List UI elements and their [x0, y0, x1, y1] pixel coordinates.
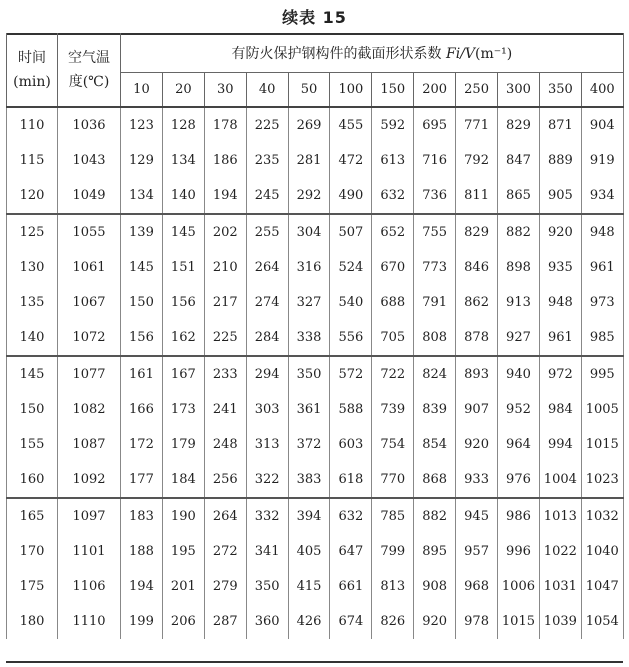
factor-unit: (m⁻¹) — [475, 45, 513, 62]
value-cell: 360 — [246, 604, 288, 639]
time-cell: 175 — [7, 569, 58, 604]
temp-cell: 1106 — [58, 569, 121, 604]
value-cell: 287 — [204, 604, 246, 639]
value-cell: 178 — [204, 107, 246, 143]
value-cell: 972 — [539, 356, 581, 392]
factor-value-header: 20 — [162, 73, 204, 108]
value-cell: 166 — [121, 392, 163, 427]
value-cell: 338 — [288, 320, 330, 356]
value-cell: 210 — [204, 250, 246, 285]
value-cell: 754 — [372, 427, 414, 462]
value-cell: 201 — [162, 569, 204, 604]
value-cell: 722 — [372, 356, 414, 392]
value-cell: 269 — [288, 107, 330, 143]
value-cell: 190 — [162, 498, 204, 534]
value-cell: 829 — [498, 107, 540, 143]
value-cell: 248 — [204, 427, 246, 462]
value-cell: 898 — [498, 250, 540, 285]
table-row — [7, 569, 624, 604]
value-cell: 186 — [204, 143, 246, 178]
value-cell: 372 — [288, 427, 330, 462]
value-cell: 785 — [372, 498, 414, 534]
value-cell: 799 — [372, 534, 414, 569]
value-cell: 907 — [456, 392, 498, 427]
value-cell: 882 — [414, 498, 456, 534]
time-unit: (min) — [13, 73, 51, 90]
value-cell: 162 — [162, 320, 204, 356]
table-row — [7, 392, 624, 427]
value-cell: 194 — [204, 178, 246, 214]
value-cell: 264 — [204, 498, 246, 534]
value-cell: 927 — [498, 320, 540, 356]
value-cell: 202 — [204, 214, 246, 250]
value-cell: 824 — [414, 356, 456, 392]
value-cell: 292 — [288, 178, 330, 214]
value-cell: 556 — [330, 320, 372, 356]
value-cell: 281 — [288, 143, 330, 178]
value-cell: 524 — [330, 250, 372, 285]
value-cell: 151 — [162, 250, 204, 285]
value-cell: 383 — [288, 462, 330, 498]
value-cell: 1023 — [581, 462, 623, 498]
value-cell: 603 — [330, 427, 372, 462]
value-cell: 572 — [330, 356, 372, 392]
value-cell: 183 — [121, 498, 163, 534]
value-cell: 179 — [162, 427, 204, 462]
value-cell: 1054 — [581, 604, 623, 639]
value-cell: 661 — [330, 569, 372, 604]
value-cell: 847 — [498, 143, 540, 178]
value-cell: 134 — [121, 178, 163, 214]
value-cell: 490 — [330, 178, 372, 214]
value-cell: 217 — [204, 285, 246, 320]
temp-cell: 1110 — [58, 604, 121, 639]
value-cell: 540 — [330, 285, 372, 320]
value-cell: 995 — [581, 356, 623, 392]
value-cell: 161 — [121, 356, 163, 392]
value-cell: 1006 — [498, 569, 540, 604]
time-cell: 145 — [7, 356, 58, 392]
value-cell: 361 — [288, 392, 330, 427]
value-cell: 632 — [330, 498, 372, 534]
value-cell: 316 — [288, 250, 330, 285]
value-cell: 145 — [121, 250, 163, 285]
value-cell: 948 — [581, 214, 623, 250]
value-cell: 394 — [288, 498, 330, 534]
value-cell: 919 — [581, 143, 623, 178]
value-cell: 1022 — [539, 534, 581, 569]
value-cell: 172 — [121, 427, 163, 462]
value-cell: 350 — [246, 569, 288, 604]
value-cell: 255 — [246, 214, 288, 250]
value-cell: 195 — [162, 534, 204, 569]
time-cell: 160 — [7, 462, 58, 498]
value-cell: 167 — [162, 356, 204, 392]
value-cell: 961 — [581, 250, 623, 285]
table-row — [7, 285, 624, 320]
value-cell: 1015 — [581, 427, 623, 462]
value-cell: 889 — [539, 143, 581, 178]
factor-value-header: 10 — [121, 73, 163, 108]
value-cell: 235 — [246, 143, 288, 178]
value-cell: 716 — [414, 143, 456, 178]
table-row — [7, 320, 624, 356]
value-cell: 670 — [372, 250, 414, 285]
value-cell: 948 — [539, 285, 581, 320]
value-cell: 241 — [204, 392, 246, 427]
table-row — [7, 107, 624, 143]
value-cell: 1040 — [581, 534, 623, 569]
table-row — [7, 250, 624, 285]
value-cell: 862 — [456, 285, 498, 320]
time-cell: 115 — [7, 143, 58, 178]
value-cell: 829 — [456, 214, 498, 250]
temp-cell: 1092 — [58, 462, 121, 498]
value-cell: 705 — [372, 320, 414, 356]
temp-label: 空气温 — [68, 49, 110, 66]
value-cell: 145 — [162, 214, 204, 250]
time-cell: 120 — [7, 178, 58, 214]
factor-value-header: 100 — [330, 73, 372, 108]
value-cell: 905 — [539, 178, 581, 214]
value-cell: 893 — [456, 356, 498, 392]
value-cell: 973 — [581, 285, 623, 320]
factor-value-header: 150 — [372, 73, 414, 108]
value-cell: 128 — [162, 107, 204, 143]
value-cell: 245 — [246, 178, 288, 214]
value-cell: 304 — [288, 214, 330, 250]
value-cell: 206 — [162, 604, 204, 639]
value-cell: 233 — [204, 356, 246, 392]
time-label: 时间 — [18, 49, 46, 66]
value-cell: 156 — [162, 285, 204, 320]
time-cell: 155 — [7, 427, 58, 462]
value-cell: 695 — [414, 107, 456, 143]
value-cell: 770 — [372, 462, 414, 498]
table-title: 续表 15 — [282, 8, 347, 27]
table-row — [7, 604, 624, 639]
value-cell: 455 — [330, 107, 372, 143]
temp-cell: 1049 — [58, 178, 121, 214]
value-cell: 1047 — [581, 569, 623, 604]
value-cell: 984 — [539, 392, 581, 427]
value-cell: 274 — [246, 285, 288, 320]
value-cell: 294 — [246, 356, 288, 392]
factor-value-header: 200 — [414, 73, 456, 108]
value-cell: 934 — [581, 178, 623, 214]
table-row — [7, 214, 624, 250]
value-cell: 1013 — [539, 498, 581, 534]
value-cell: 279 — [204, 569, 246, 604]
steel-temperature-table — [6, 33, 624, 639]
value-cell: 945 — [456, 498, 498, 534]
value-cell: 771 — [456, 107, 498, 143]
factor-label: 有防火保护钢构件的截面形状系数 — [231, 45, 442, 62]
value-cell: 878 — [456, 320, 498, 356]
temp-cell: 1101 — [58, 534, 121, 569]
table-row — [7, 498, 624, 534]
value-cell: 688 — [372, 285, 414, 320]
value-cell: 225 — [204, 320, 246, 356]
value-cell: 618 — [330, 462, 372, 498]
time-cell: 150 — [7, 392, 58, 427]
value-cell: 139 — [121, 214, 163, 250]
time-cell: 180 — [7, 604, 58, 639]
temp-cell: 1097 — [58, 498, 121, 534]
value-cell: 920 — [539, 214, 581, 250]
table-row — [7, 143, 624, 178]
value-cell: 674 — [330, 604, 372, 639]
factor-value-header: 40 — [246, 73, 288, 108]
factor-value-header: 400 — [581, 73, 623, 108]
value-cell: 976 — [498, 462, 540, 498]
value-cell: 882 — [498, 214, 540, 250]
value-cell: 613 — [372, 143, 414, 178]
value-cell: 322 — [246, 462, 288, 498]
value-cell: 996 — [498, 534, 540, 569]
temp-cell: 1072 — [58, 320, 121, 356]
value-cell: 913 — [498, 285, 540, 320]
value-cell: 341 — [246, 534, 288, 569]
table-row — [7, 356, 624, 392]
value-cell: 792 — [456, 143, 498, 178]
time-cell: 110 — [7, 107, 58, 143]
value-cell: 895 — [414, 534, 456, 569]
value-cell: 350 — [288, 356, 330, 392]
value-cell: 256 — [204, 462, 246, 498]
factor-value-header: 50 — [288, 73, 330, 108]
value-cell: 1039 — [539, 604, 581, 639]
time-cell: 125 — [7, 214, 58, 250]
value-cell: 405 — [288, 534, 330, 569]
value-cell: 647 — [330, 534, 372, 569]
time-cell: 135 — [7, 285, 58, 320]
value-cell: 940 — [498, 356, 540, 392]
value-cell: 985 — [581, 320, 623, 356]
value-cell: 964 — [498, 427, 540, 462]
value-cell: 194 — [121, 569, 163, 604]
value-cell: 426 — [288, 604, 330, 639]
value-cell: 826 — [372, 604, 414, 639]
value-cell: 1031 — [539, 569, 581, 604]
value-cell: 588 — [330, 392, 372, 427]
value-cell: 968 — [456, 569, 498, 604]
value-cell: 957 — [456, 534, 498, 569]
value-cell: 313 — [246, 427, 288, 462]
value-cell: 303 — [246, 392, 288, 427]
value-cell: 854 — [414, 427, 456, 462]
table-row — [7, 462, 624, 498]
value-cell: 808 — [414, 320, 456, 356]
value-cell: 871 — [539, 107, 581, 143]
temp-cell: 1087 — [58, 427, 121, 462]
value-cell: 652 — [372, 214, 414, 250]
value-cell: 908 — [414, 569, 456, 604]
value-cell: 755 — [414, 214, 456, 250]
temp-cell: 1077 — [58, 356, 121, 392]
value-cell: 986 — [498, 498, 540, 534]
value-cell: 952 — [498, 392, 540, 427]
value-cell: 920 — [456, 427, 498, 462]
factor-value-header: 250 — [456, 73, 498, 108]
temp-cell: 1082 — [58, 392, 121, 427]
value-cell: 184 — [162, 462, 204, 498]
temp-header — [58, 33, 121, 107]
time-cell: 170 — [7, 534, 58, 569]
value-cell: 839 — [414, 392, 456, 427]
value-cell: 150 — [121, 285, 163, 320]
value-cell: 1004 — [539, 462, 581, 498]
table-row — [7, 534, 624, 569]
value-cell: 773 — [414, 250, 456, 285]
value-cell: 1005 — [581, 392, 623, 427]
temp-cell: 1055 — [58, 214, 121, 250]
temp-unit: 度(℃) — [68, 73, 110, 90]
value-cell: 920 — [414, 604, 456, 639]
value-cell: 994 — [539, 427, 581, 462]
value-cell: 813 — [372, 569, 414, 604]
temp-cell: 1067 — [58, 285, 121, 320]
value-cell: 140 — [162, 178, 204, 214]
time-header — [7, 33, 58, 107]
value-cell: 933 — [456, 462, 498, 498]
value-cell: 129 — [121, 143, 163, 178]
value-cell: 225 — [246, 107, 288, 143]
value-cell: 264 — [246, 250, 288, 285]
value-cell: 865 — [498, 178, 540, 214]
time-cell: 130 — [7, 250, 58, 285]
value-cell: 188 — [121, 534, 163, 569]
value-cell: 739 — [372, 392, 414, 427]
value-cell: 791 — [414, 285, 456, 320]
factor-symbol: Fi/V — [445, 45, 476, 62]
value-cell: 156 — [121, 320, 163, 356]
time-cell: 140 — [7, 320, 58, 356]
factor-value-header: 30 — [204, 73, 246, 108]
table-row — [7, 178, 624, 214]
factor-value-header: 350 — [539, 73, 581, 108]
value-cell: 272 — [204, 534, 246, 569]
value-cell: 1032 — [581, 498, 623, 534]
value-cell: 978 — [456, 604, 498, 639]
value-cell: 846 — [456, 250, 498, 285]
value-cell: 961 — [539, 320, 581, 356]
value-cell: 177 — [121, 462, 163, 498]
value-cell: 592 — [372, 107, 414, 143]
value-cell: 904 — [581, 107, 623, 143]
value-cell: 632 — [372, 178, 414, 214]
value-cell: 327 — [288, 285, 330, 320]
temp-cell: 1061 — [58, 250, 121, 285]
temp-cell: 1036 — [58, 107, 121, 143]
value-cell: 123 — [121, 107, 163, 143]
value-cell: 332 — [246, 498, 288, 534]
value-cell: 173 — [162, 392, 204, 427]
value-cell: 199 — [121, 604, 163, 639]
value-cell: 811 — [456, 178, 498, 214]
factor-value-header: 300 — [498, 73, 540, 108]
value-cell: 472 — [330, 143, 372, 178]
value-cell: 507 — [330, 214, 372, 250]
time-cell: 165 — [7, 498, 58, 534]
value-cell: 284 — [246, 320, 288, 356]
temp-cell: 1043 — [58, 143, 121, 178]
value-cell: 736 — [414, 178, 456, 214]
value-cell: 1015 — [498, 604, 540, 639]
table-row — [7, 427, 624, 462]
value-cell: 134 — [162, 143, 204, 178]
value-cell: 415 — [288, 569, 330, 604]
value-cell: 868 — [414, 462, 456, 498]
factor-header — [121, 33, 624, 73]
value-cell: 935 — [539, 250, 581, 285]
